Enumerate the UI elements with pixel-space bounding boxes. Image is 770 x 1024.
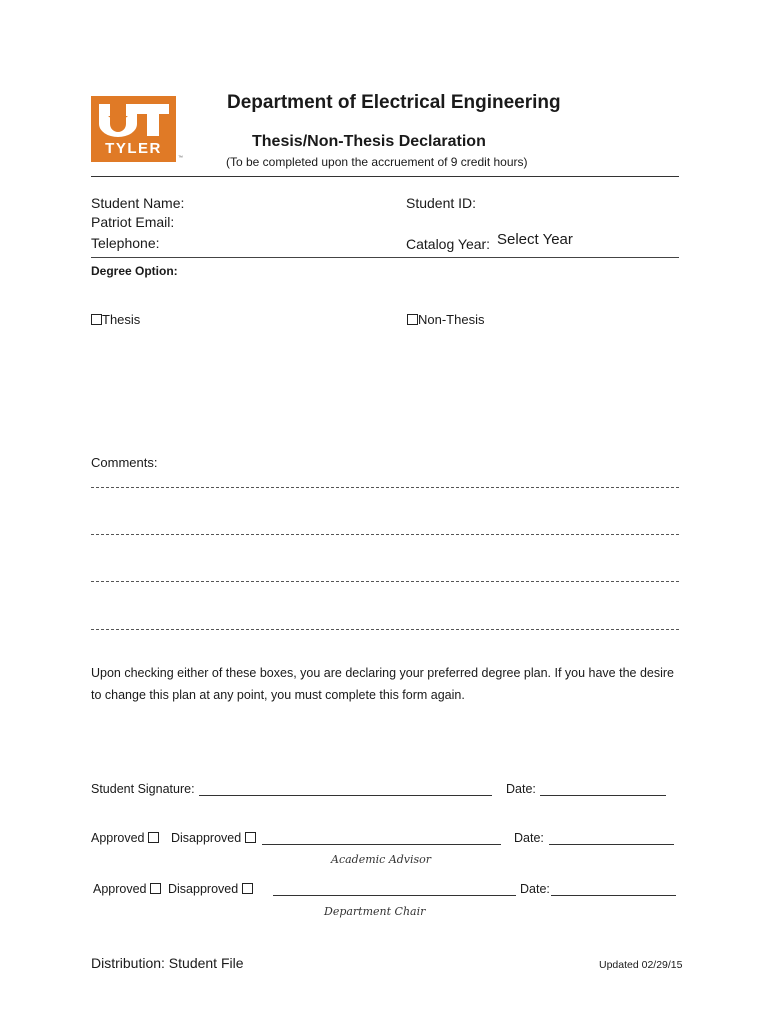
- thesis-label: Thesis: [102, 312, 141, 327]
- chair-date-line[interactable]: [551, 895, 676, 896]
- non-thesis-checkbox[interactable]: [407, 314, 418, 325]
- logo-text: TYLER: [105, 140, 162, 157]
- telephone-label: Telephone:: [91, 235, 160, 251]
- chair-signature-line[interactable]: [273, 895, 516, 896]
- thesis-option[interactable]: [91, 312, 140, 327]
- chair-approved[interactable]: [93, 882, 161, 896]
- comment-line[interactable]: [91, 487, 679, 488]
- comments-label: Comments:: [91, 455, 158, 470]
- advisor-disapproved-checkbox[interactable]: [245, 832, 256, 843]
- non-thesis-option[interactable]: [407, 312, 484, 327]
- updated-date: Updated 02/29/15: [599, 959, 683, 971]
- advisor-approved-checkbox[interactable]: [148, 832, 159, 843]
- advisor-date-label: Date:: [514, 831, 544, 845]
- trademark-mark: ™: [178, 155, 183, 161]
- comment-line[interactable]: [91, 581, 679, 582]
- header-divider: [91, 176, 679, 177]
- info-divider: [91, 257, 679, 258]
- chair-date-label: Date:: [520, 882, 550, 896]
- chair-disapproved[interactable]: [168, 882, 253, 896]
- degree-option-label: Degree Option:: [91, 264, 178, 278]
- ut-letters-icon: [97, 102, 170, 138]
- comment-line[interactable]: [91, 629, 679, 630]
- student-date-label: Date:: [506, 782, 536, 796]
- non-thesis-label: Non-Thesis: [418, 312, 485, 327]
- chair-approved-checkbox[interactable]: [150, 883, 161, 894]
- thesis-checkbox[interactable]: [91, 314, 102, 325]
- patriot-email-label: Patriot Email:: [91, 214, 175, 230]
- disapproved-label: Disapproved: [168, 882, 239, 896]
- advisor-date-line[interactable]: [549, 844, 674, 845]
- student-signature-label: Student Signature:: [91, 782, 195, 796]
- academic-advisor-caption: Academic Advisor: [331, 853, 432, 866]
- approved-label: Approved: [91, 831, 145, 845]
- form-note: (To be completed upon the accruement of 9 credit hours): [226, 155, 528, 169]
- declaration-text-1: Upon checking either of these boxes, you are declaring your preferred degree plan. If you have the desire: [91, 666, 674, 680]
- advisor-approved[interactable]: [91, 831, 159, 845]
- student-id-label: Student ID:: [406, 195, 477, 211]
- distribution-note: Distribution: Student File: [91, 955, 244, 971]
- page-title: Department of Electrical Engineering: [227, 92, 561, 113]
- student-signature-line[interactable]: [199, 795, 492, 796]
- advisor-disapproved[interactable]: [171, 831, 256, 845]
- comment-line[interactable]: [91, 534, 679, 535]
- disapproved-label: Disapproved: [171, 831, 242, 845]
- declaration-text-2: to change this plan at any point, you must complete this form again.: [91, 688, 465, 702]
- catalog-year-label: Catalog Year:: [406, 236, 491, 252]
- chair-disapproved-checkbox[interactable]: [242, 883, 253, 894]
- department-chair-caption: Department Chair: [324, 905, 426, 918]
- student-date-line[interactable]: [540, 795, 666, 796]
- approved-label: Approved: [93, 882, 147, 896]
- form-title: Thesis/Non-Thesis Declaration: [252, 133, 486, 150]
- advisor-signature-line[interactable]: [262, 844, 501, 845]
- catalog-year-select[interactable]: Select Year: [497, 231, 573, 248]
- ut-tyler-logo: [91, 96, 176, 162]
- student-name-label: Student Name:: [91, 195, 185, 211]
